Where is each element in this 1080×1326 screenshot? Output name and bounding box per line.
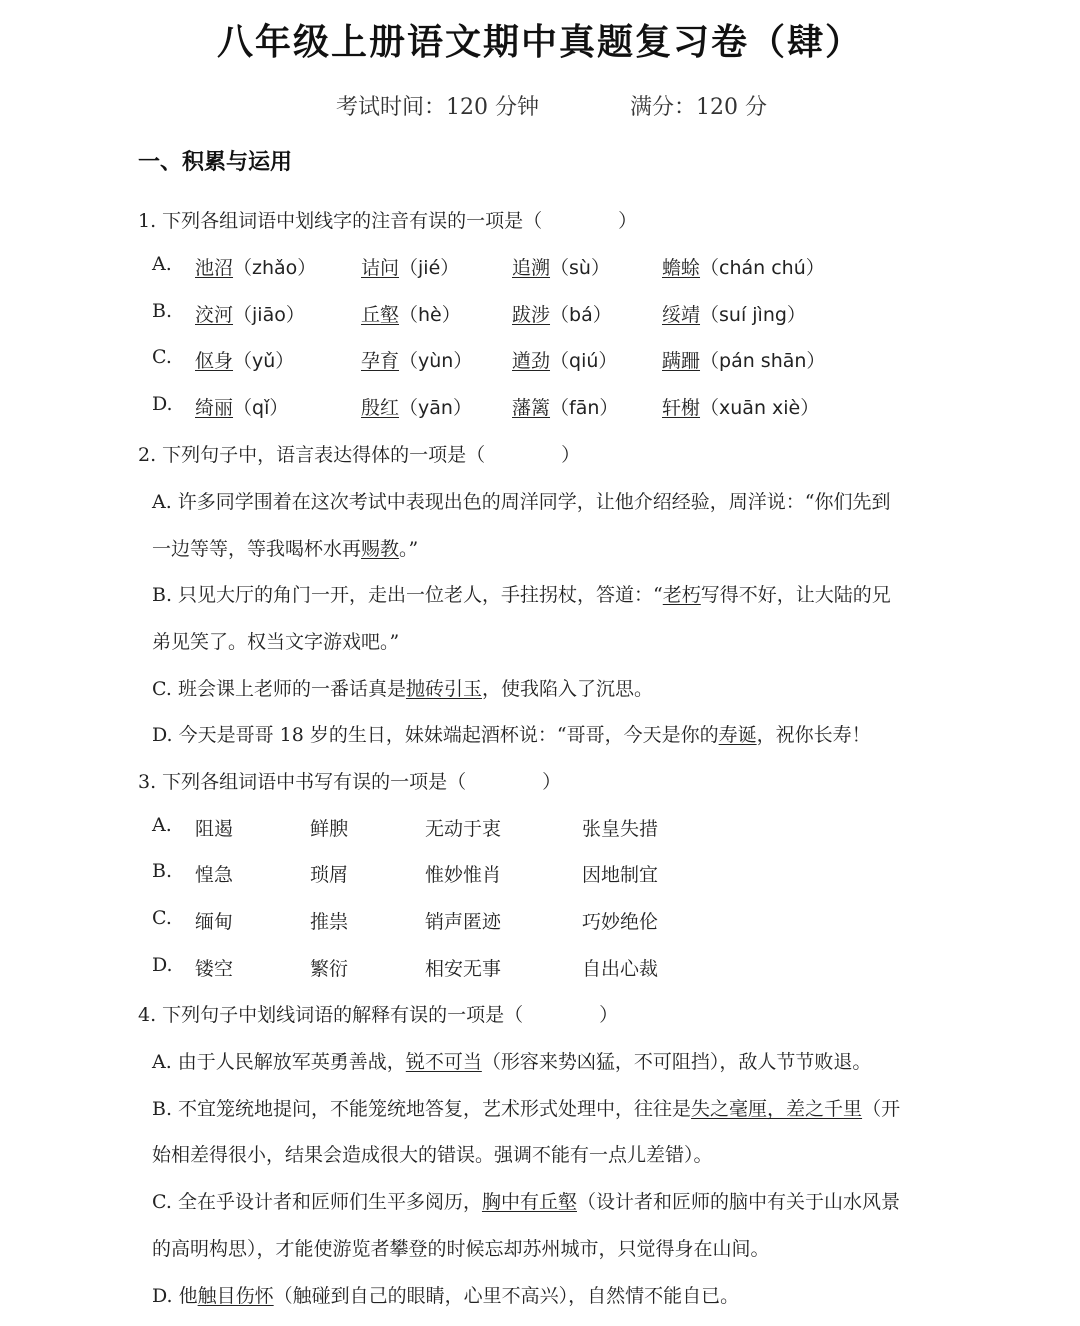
underlined-word: 蹒跚	[662, 350, 701, 372]
underlined-word: 藩篱	[512, 397, 551, 419]
paper-title: 八年级上册语文期中真题复习卷（肆）	[216, 22, 863, 63]
option-letter: A.	[152, 814, 172, 836]
pinyin: （pán shān）	[700, 350, 826, 372]
word-item: 自出心裁	[582, 958, 659, 980]
question-2-option-b	[152, 580, 891, 607]
pinyin: （suí jìng）	[700, 304, 806, 326]
pinyin: （yǔ）	[233, 350, 295, 372]
option-letter: B.	[152, 860, 173, 882]
underlined-term: 失之毫厘，差之千里	[691, 1098, 863, 1120]
question-2-option-a: A. 许多同学围着在这次考试中表现出色的周洋同学，让他介绍经验，周洋说：“你们先到	[152, 491, 891, 513]
underlined-word: 绥靖	[662, 304, 701, 326]
text: （设计者和匠师的脑中有关于山水风景	[576, 1191, 900, 1213]
text: D. 他	[152, 1285, 198, 1307]
question-4-option-b-cont: 始相差得很小，结果会造成很大的错误。强调不能有一点儿差错）。	[152, 1144, 713, 1166]
pinyin: （xuān xiè）	[700, 397, 820, 419]
pinyin: （fān）	[550, 397, 619, 419]
exam-time: 考试时间：120 分钟	[336, 95, 539, 120]
option-letter: D.	[152, 393, 173, 415]
word-item: 无动于衷	[425, 818, 502, 840]
underlined-word: 殷红	[361, 397, 400, 419]
pinyin-item	[512, 253, 610, 280]
option-letter: B.	[152, 300, 173, 322]
question-2-option-d	[152, 720, 871, 747]
word-item: 惶急	[195, 864, 234, 886]
underlined-term: 胸中有丘壑	[481, 1191, 577, 1213]
pinyin: （jiāo）	[233, 304, 305, 326]
underlined-term: 赐教	[361, 538, 400, 560]
text: A. 由于人民解放军英勇善战，	[152, 1051, 406, 1073]
underlined-word: 孕育	[361, 350, 400, 372]
question-4-option-b	[152, 1094, 900, 1121]
text: B. 不宜笼统地提问，不能笼统地答复，艺术形式处理中，往往是	[152, 1098, 692, 1120]
pinyin: （hè）	[399, 304, 461, 326]
pinyin: （jié）	[399, 257, 460, 279]
pinyin-item	[195, 393, 288, 420]
text: D. 今天是哥哥 18 岁的生日，妹妹端起酒杯说：“哥哥，今天是你的	[152, 724, 719, 746]
word-item: 阻遏	[195, 818, 234, 840]
pinyin-item	[662, 393, 819, 420]
underlined-term: 抛砖引玉	[405, 678, 482, 700]
pinyin: （qǐ）	[233, 397, 289, 419]
text: C. 班会课上老师的一番话真是	[152, 678, 406, 700]
word-item: 销声匿迹	[425, 911, 502, 933]
question-1-stem: 1. 下列各组词语中划线字的注音有误的一项是（ ）	[138, 210, 638, 232]
word-item: 相安无事	[425, 958, 502, 980]
full-score: 满分：120 分	[630, 95, 767, 120]
word-item: 巧妙绝伦	[582, 911, 659, 933]
question-4-option-d	[152, 1281, 739, 1308]
section-heading: 一、积累与运用	[138, 150, 293, 175]
pinyin-item	[195, 346, 294, 373]
pinyin: （chán chú）	[700, 257, 825, 279]
text: ，使我陷入了沉思。	[481, 678, 653, 700]
text: （触碰到自己的眼睛，心里不高兴），自然情不能自已。	[273, 1285, 740, 1307]
question-4-option-c	[152, 1187, 900, 1214]
text: ，祝你长寿！	[756, 724, 871, 746]
option-letter: C.	[152, 907, 172, 929]
pinyin-item	[512, 393, 618, 420]
pinyin: （bá）	[550, 304, 612, 326]
question-2-option-a-cont	[152, 534, 418, 561]
underlined-word: 蟾蜍	[662, 257, 701, 279]
underlined-word: 丘壑	[361, 304, 400, 326]
underlined-word: 伛身	[195, 350, 234, 372]
text: C. 全在乎设计者和匠师们生平多阅历，	[152, 1191, 482, 1213]
word-item: 张皇失措	[582, 818, 659, 840]
underlined-term: 寿诞	[718, 724, 757, 746]
pinyin-item	[195, 253, 316, 280]
underlined-term: 老朽	[662, 584, 701, 606]
word-item: 繁衍	[310, 958, 349, 980]
option-letter: A.	[152, 253, 172, 275]
pinyin: （zhǎo）	[233, 257, 317, 279]
option-letter: C.	[152, 346, 172, 368]
pinyin-item	[662, 300, 806, 327]
question-4-stem: 4. 下列句子中划线词语的解释有误的一项是（ ）	[138, 1004, 619, 1026]
text: B. 只见大厅的角门一开，走出一位老人，手拄拐杖，答道：“	[152, 584, 663, 606]
question-4-option-a	[152, 1047, 871, 1074]
pinyin: （sù）	[550, 257, 610, 279]
option-letter: D.	[152, 954, 173, 976]
question-2-option-b-cont: 弟见笑了。权当文字游戏吧。”	[152, 631, 400, 653]
word-item: 缅甸	[195, 911, 234, 933]
pinyin-item	[361, 393, 472, 420]
underlined-word: 轩榭	[662, 397, 701, 419]
underlined-term: 锐不可当	[405, 1051, 482, 1073]
text: 一边等等，等我喝杯水再	[152, 538, 362, 560]
pinyin: （yùn）	[399, 350, 473, 372]
word-item: 因地制宜	[582, 864, 659, 886]
word-item: 推祟	[310, 911, 349, 933]
pinyin-item	[662, 346, 825, 373]
word-item: 鲜腴	[310, 818, 349, 840]
question-2-option-c	[152, 674, 653, 701]
word-item: 惟妙惟肖	[425, 864, 502, 886]
question-3-stem: 3. 下列各组词语中书写有误的一项是（ ）	[138, 771, 562, 793]
pinyin-item	[195, 300, 305, 327]
underlined-word: 追溯	[512, 257, 551, 279]
question-2-stem: 2. 下列句子中，语言表达得体的一项是（ ）	[138, 444, 581, 466]
underlined-word: 绮丽	[195, 397, 234, 419]
question-4-option-c-cont: 的高明构思），才能使游览者攀登的时候忘却苏州城市，只觉得身在山间。	[152, 1238, 770, 1260]
text: （开	[862, 1098, 901, 1120]
word-item: 琐屑	[310, 864, 349, 886]
pinyin: （yān）	[399, 397, 472, 419]
pinyin-item	[662, 253, 825, 280]
word-item: 镂空	[195, 958, 234, 980]
underlined-word: 池沼	[195, 257, 234, 279]
pinyin-item	[361, 346, 472, 373]
pinyin-item	[512, 300, 612, 327]
pinyin-item	[361, 300, 461, 327]
text: （形容来势凶猛，不可阻挡），敌人节节败退。	[481, 1051, 872, 1073]
text: 。”	[399, 538, 419, 560]
underlined-word: 遒劲	[512, 350, 551, 372]
underlined-word: 诘问	[361, 257, 400, 279]
pinyin: （qiú）	[550, 350, 618, 372]
underlined-term: 触目伤怀	[197, 1285, 274, 1307]
pinyin-item	[512, 346, 617, 373]
pinyin-item	[361, 253, 459, 280]
underlined-word: 洨河	[195, 304, 234, 326]
underlined-word: 跋涉	[512, 304, 551, 326]
text: 写得不好，让大陆的兄	[700, 584, 891, 606]
